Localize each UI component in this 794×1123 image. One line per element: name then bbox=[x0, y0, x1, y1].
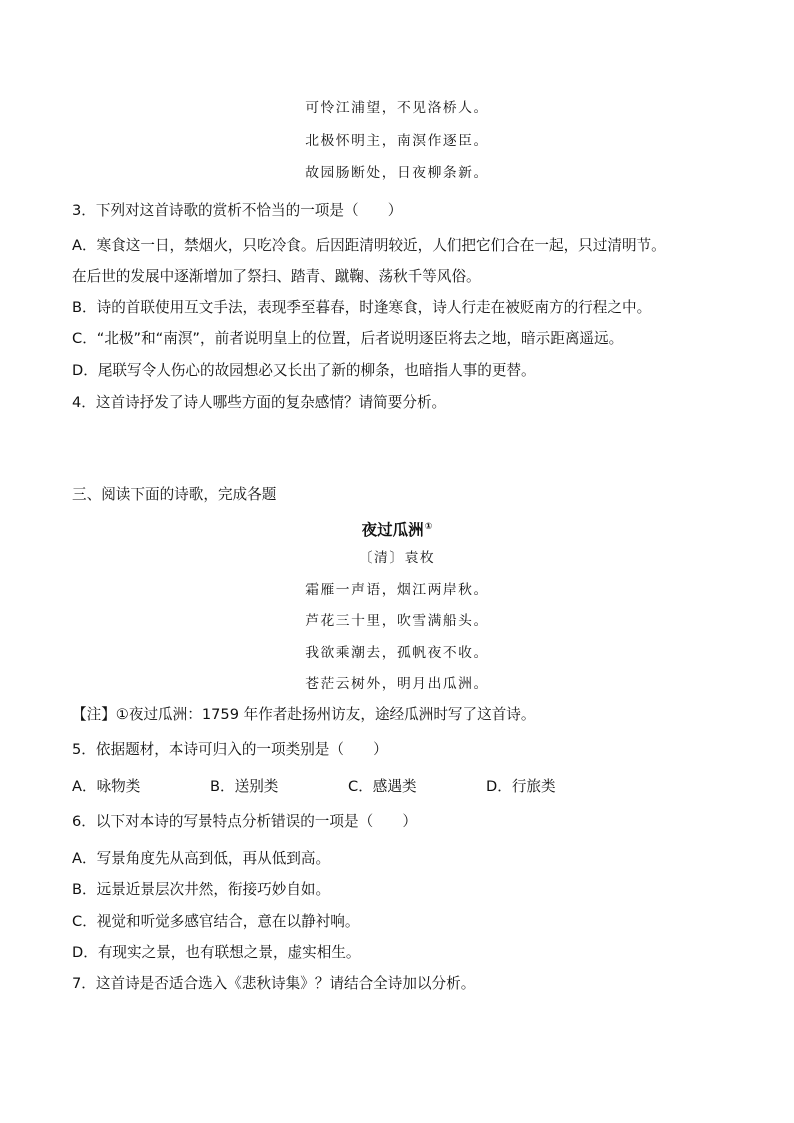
q6-option-d: D．有现实之景，也有联想之景，虚实相生。 bbox=[72, 944, 361, 961]
q6-option-a: A．写景角度先从高到低，再从低到高。 bbox=[72, 850, 331, 867]
poem2-line-1: 霜雁一声语，烟江两岸秋。 bbox=[305, 582, 489, 598]
poem2-line-2: 芦花三十里，吹雪满船头。 bbox=[305, 613, 489, 629]
q3-option-a: A．寒食这一日，禁烟火，只吃冷食。后因距清明较近，人们把它们合在一起，只过清明节。 bbox=[72, 237, 666, 254]
q6-stem: 6．以下对本诗的写景特点分析错误的一项是（ ） bbox=[72, 813, 417, 830]
poem2-line-3: 我欲乘潮去，孤帆夜不收。 bbox=[305, 645, 489, 661]
q3-option-b: B．诗的首联使用互文手法，表现季至暮春，时逢寒食，诗人行走在被贬南方的行程之中。 bbox=[72, 299, 652, 316]
q5-option-d: D．行旅类 bbox=[486, 778, 556, 795]
q7-stem: 7．这首诗是否适合选入《悲秋诗集》？请结合全诗加以分析。 bbox=[72, 975, 476, 992]
q5-option-b: B．送别类 bbox=[210, 778, 279, 795]
q6-option-c: C．视觉和听觉多感官结合，意在以静衬响。 bbox=[72, 913, 360, 930]
q6-option-b: B．远景近景层次井然，衔接巧妙自如。 bbox=[72, 881, 331, 898]
q3-option-d: D．尾联写令人伤心的故园想必又长出了新的柳条，也暗指人事的更替。 bbox=[72, 362, 536, 379]
poem1-line-1: 可怜江浦望，不见洛桥人。 bbox=[305, 100, 489, 116]
q3-option-a-continued: 在后世的发展中逐渐增加了祭扫、踏青、蹴鞠、荡秋千等风俗。 bbox=[72, 268, 481, 285]
section3-heading: 三、阅读下面的诗歌，完成各题 bbox=[72, 486, 277, 503]
poem1-line-2: 北极怀明主，南溟作逐臣。 bbox=[305, 133, 489, 149]
q3-stem: 3．下列对这首诗歌的赏析不恰当的一项是（ ） bbox=[72, 202, 403, 219]
poem2-title-footnote-mark: ① bbox=[424, 522, 433, 532]
poem2-line-4: 苍茫云树外，明月出瓜洲。 bbox=[305, 676, 489, 692]
q4-stem: 4．这首诗抒发了诗人哪些方面的复杂感情？请简要分析。 bbox=[72, 394, 447, 411]
q5-option-c: C．感遇类 bbox=[348, 778, 417, 795]
poem2-title bbox=[0, 517, 794, 540]
q3-option-c: C．“北极”和“南溟”，前者说明皇上的位置，后者说明逐臣将去之地，暗示距离遥远。 bbox=[72, 330, 624, 347]
q5-stem: 5．依据题材，本诗可归入的一项类别是（ ） bbox=[72, 741, 388, 758]
q5-option-a: A．咏物类 bbox=[72, 778, 141, 795]
poem2-title-text: 夜过瓜洲 bbox=[361, 521, 424, 539]
poem1-line-3: 故园肠断处，日夜柳条新。 bbox=[305, 165, 489, 181]
poem2-author: 〔清〕袁枚 bbox=[358, 550, 436, 566]
poem2-note: 【注】①夜过瓜洲：1759 年作者赴扬州访友，途经瓜洲时写了这首诗。 bbox=[72, 706, 536, 723]
